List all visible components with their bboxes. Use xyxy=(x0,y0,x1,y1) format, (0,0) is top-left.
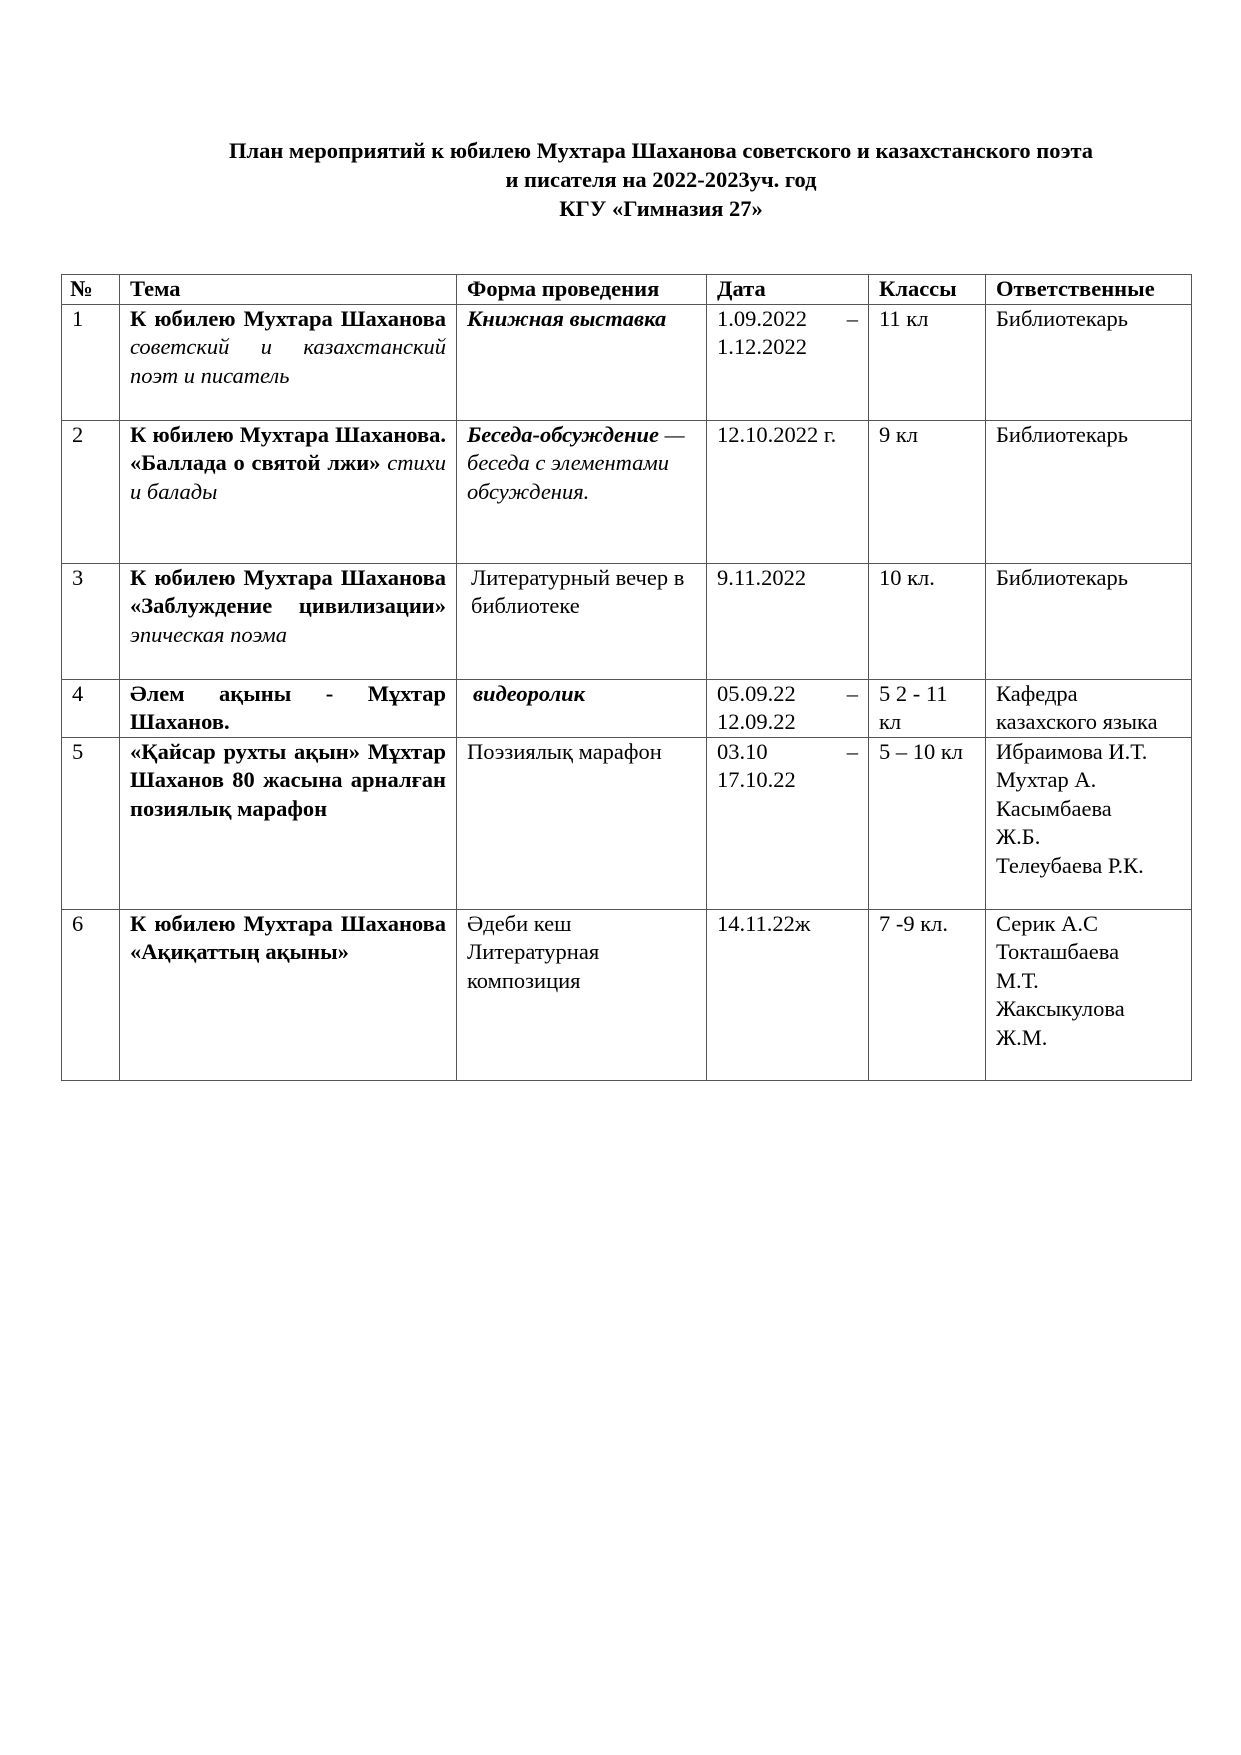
row-topic xyxy=(120,679,457,737)
form-italic: — беседа с элементами обсуждения. xyxy=(467,421,685,504)
row-responsible xyxy=(986,420,1192,563)
row-form: Поэзиялық марафон xyxy=(457,737,707,909)
table-row xyxy=(62,420,1192,563)
responsible-name: Ж.Б. xyxy=(996,824,1041,849)
document-title xyxy=(0,136,1241,223)
form-line: Литературная xyxy=(467,939,600,964)
table-header-row xyxy=(62,275,1192,305)
topic-italic: советский и казахстанский поэт и писатель xyxy=(130,334,446,388)
row-topic xyxy=(120,563,457,679)
responsible-name: Жаксыкулова xyxy=(996,996,1125,1021)
row-date xyxy=(707,679,869,737)
row-responsible xyxy=(986,304,1192,420)
row-topic xyxy=(120,304,457,420)
row-form xyxy=(457,304,707,420)
topic-bold: «Қайсар рухты ақын» Мұхтар Шаханов 80 жасына арналған позиялық марафон xyxy=(130,738,446,821)
responsible-name: Токташбаева xyxy=(996,939,1120,964)
column-header-classes: Классы xyxy=(869,275,986,305)
row-responsible xyxy=(986,909,1192,1080)
row-responsible xyxy=(986,563,1192,679)
title-line-2: и писателя на 2022-2023уч. год xyxy=(505,167,817,192)
date-start: 05.09.22 xyxy=(717,680,796,706)
row-date xyxy=(707,737,869,909)
row-form xyxy=(457,420,707,563)
row-number: 1 xyxy=(62,304,120,420)
row-number: 6 xyxy=(62,909,120,1080)
row-topic xyxy=(120,737,457,909)
row-classes: 5 – 10 кл xyxy=(869,737,986,909)
title-line-1: План мероприятий к юбилею Мухтара Шаханова советского и казахстанского поэта xyxy=(228,138,1094,163)
column-header-responsible: Ответственные xyxy=(986,275,1192,305)
date-end: 17.10.22 xyxy=(717,767,796,792)
row-form xyxy=(457,679,707,737)
topic-bold: К юбилею Мухтара Шаханова «Ақиқаттың ақыны» xyxy=(130,910,446,964)
date-start: 03.10 xyxy=(717,738,768,764)
row-classes: 5 2 - 11 кл xyxy=(869,679,986,737)
date-separator: – xyxy=(846,680,858,706)
row-date: 14.11.22ж xyxy=(707,909,869,1080)
table-row xyxy=(62,304,1192,420)
row-number: 3 xyxy=(62,563,120,679)
events-plan-table xyxy=(61,274,1192,1081)
topic-italic: эпическая поэма xyxy=(130,621,288,647)
row-topic xyxy=(120,420,457,563)
column-header-date: Дата xyxy=(707,275,869,305)
form-text: видеоролик xyxy=(473,680,586,706)
responsible-name: Ибраимова И.Т. xyxy=(996,738,1148,764)
responsible-name: Телеубаева Р.К. xyxy=(996,852,1144,878)
topic-italic: стихи и балады xyxy=(130,450,446,504)
table-row xyxy=(62,679,1192,737)
topic-bold: К юбилею Мухтара Шаханова xyxy=(130,305,446,331)
responsible-name: Мухтар А. xyxy=(996,767,1097,792)
row-number: 5 xyxy=(62,737,120,909)
row-number: 4 xyxy=(62,679,120,737)
row-form xyxy=(457,909,707,1080)
form-line: Әдеби кеш xyxy=(467,910,572,936)
row-form xyxy=(457,563,707,679)
column-header-number: № xyxy=(62,275,120,305)
table-row xyxy=(62,563,1192,679)
row-classes: 10 кл. xyxy=(869,563,986,679)
table-row xyxy=(62,909,1192,1080)
row-responsible xyxy=(986,679,1192,737)
responsible-name: Касымбаева xyxy=(996,795,1112,821)
topic-bold: К юбилею Мухтара Шаханова. «Баллада о святой лжи» xyxy=(130,421,446,475)
responsible-name: Кафедра казахского языка xyxy=(996,680,1158,734)
title-line-3: КГУ «Гимназия 27» xyxy=(559,196,763,221)
column-header-form: Форма проведения xyxy=(457,275,707,305)
row-date xyxy=(707,304,869,420)
topic-bold: К юбилею Мухтара Шаханова «Заблуждение цивилизации» xyxy=(130,564,446,618)
row-classes: 9 кл xyxy=(869,420,986,563)
row-date: 12.10.2022 г. xyxy=(707,420,869,563)
form-bold: Беседа-обсуждение xyxy=(467,421,660,447)
date-start: 1.09.2022 xyxy=(717,305,807,331)
date-end: 12.09.22 xyxy=(717,709,796,734)
form-line: композиция xyxy=(467,967,581,993)
responsible-name: Библиотекарь xyxy=(996,305,1128,331)
row-classes: 7 -9 кл. xyxy=(869,909,986,1080)
column-header-topic: Тема xyxy=(120,275,457,305)
row-topic xyxy=(120,909,457,1080)
row-responsible xyxy=(986,737,1192,909)
responsible-name: Библиотекарь xyxy=(996,564,1128,590)
topic-bold: Әлем ақыны - Мұхтар Шаханов. xyxy=(130,680,446,734)
date-end: 1.12.2022 xyxy=(717,334,807,359)
row-number: 2 xyxy=(62,420,120,563)
date-separator: – xyxy=(846,305,858,331)
row-date: 9.11.2022 xyxy=(707,563,869,679)
responsible-name: Серик А.С xyxy=(996,910,1098,936)
table-row xyxy=(62,737,1192,909)
responsible-name: Библиотекарь xyxy=(996,421,1128,447)
date-separator: – xyxy=(846,738,858,764)
form-text: Книжная выставка xyxy=(467,305,667,331)
responsible-name: Ж.М. xyxy=(996,1024,1048,1050)
form-text: Литературный вечер в библиотеке xyxy=(471,564,685,618)
row-classes: 11 кл xyxy=(869,304,986,420)
responsible-name: М.Т. xyxy=(996,967,1039,993)
